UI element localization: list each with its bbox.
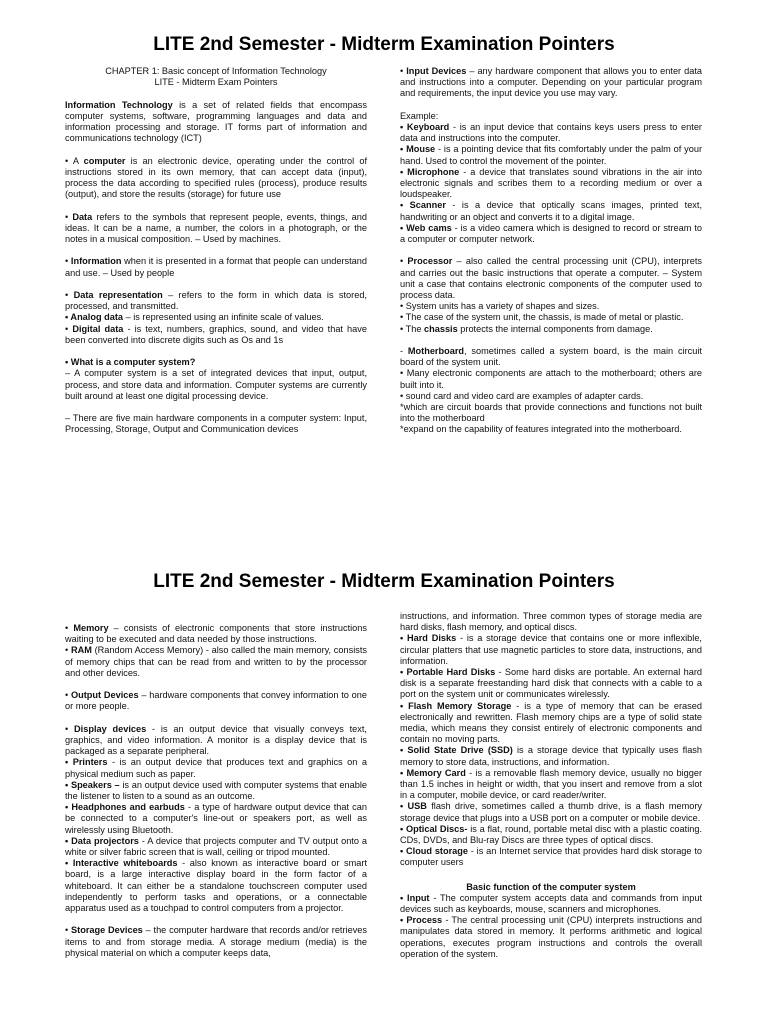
paragraph-input: • Input - The computer system accepts data and commands from input devices such as keyboards, mouse, scanners and microphones.: [400, 892, 703, 915]
paragraph-mouse: • Mouse - is a pointing device that fits comfortably under the palm of your hand. Used to control the movement of the pointer.: [400, 144, 702, 166]
chapter-heading: CHAPTER 1: Basic concept of Information Technology: [105, 66, 327, 76]
paragraph-interactive-whiteboards: • Interactive whiteboards - also known as interactive board or smart board, is a large interactive display board in the form factor of a whiteboard. It can either be a standalone touchscreen computer used independently to perform tasks and operations, or a connectable apparatus used as a touchpad to control computers from a projector.: [65, 858, 367, 914]
paragraph-keyboard: • Keyboard - is an input device that contains keys users press to enter data and instructions into the computer.: [400, 122, 702, 144]
paragraph-digital-data: • Digital data - is text, numbers, graphics, sound, and video that have been converted into discrete digits such as Os and 1s: [65, 323, 367, 345]
paragraph-chassis: • The chassis protects the internal components from damage.: [400, 323, 653, 334]
paragraph-data-representation: • Data representation – refers to the form in which data is stored, processed, and transmitted.: [65, 289, 367, 312]
paragraph-headphones: • Headphones and earbuds - a type of hardware output device that can be connected to a computer's line-out or speakers port, as well as wirelessly using Bluetooth.: [65, 802, 367, 835]
paragraph-ram: • RAM (Random Access Memory) - also called the main memory, consists of memory chips that can be read from and written to by the processor and other devices.: [65, 645, 367, 678]
paragraph-storage-continued: instructions, and information. Three common types of storage media are hard disks, flash memory, and optical discs.: [400, 611, 702, 633]
paragraph-microphone: • Microphone - a device that translates sound vibrations in the air into electronic signals and scribes them to a recording medium or over a loudspeaker.: [400, 166, 702, 200]
paragraph-usb: • USB flash drive, sometimes called a thumb drive, is a flash memory storage device that plugs into a USB port on a computer or mobile device.: [400, 801, 702, 823]
paragraph-data-projectors: • Data projectors - A device that projects computer and TV output onto a white or silver fabric screen that is wall, ceiling or tripod mounted.: [65, 835, 367, 858]
paragraph-example: Example:: [400, 110, 439, 121]
paragraph-output-devices: • Output Devices – hardware components that convey information to one or more people.: [65, 690, 368, 712]
right-column: [400, 611, 702, 960]
paragraph-input-devices: • Input Devices – any hardware component that allows you to enter data and instructions into a computer. Depending on your particular program and requirements, the input device you use may vary.: [400, 66, 702, 99]
paragraph-expand-capability: *expand on the capability of features integrated into the motherboard.: [400, 424, 682, 435]
document-page-2: [0, 548, 768, 1024]
paragraph-information: • Information when it is presented in a format that people can understand and use. – Used by people: [65, 256, 367, 278]
paragraph-speakers: • Speakers – is an output device used with computer systems that enable the listener to listen to a sound as an outcome.: [65, 779, 367, 802]
paragraph-web-cams: • Web cams - is a video camera which is designed to record or stream to a computer or computer network.: [400, 222, 702, 245]
paragraph-adapter-cards: • sound card and video card are examples of adapter cards.: [400, 390, 644, 401]
paragraph-five-components: – There are five main hardware components in a computer system: Input, Processing, Storage, Output and Communication devices: [65, 413, 367, 435]
paragraph-information-technology: Information Technology is a set of related fields that encompass computer systems, software, programming languages and data and information processing and storage. IT forms part of information and communications technology (ICT): [65, 99, 367, 144]
paragraph-motherboard-components: • Many electronic components are attach to the motherboard; others are built into it.: [400, 368, 702, 390]
paragraph-printers: • Printers - is an output device that produces text and graphics on a physical medium such as paper.: [65, 757, 367, 779]
paragraph-computer-system-question: • What is a computer system?: [65, 357, 196, 368]
paragraph-memory: • Memory – consists of electronic components that store instructions waiting to be executed and data needed by those instructions.: [65, 623, 367, 645]
page-title: LITE 2nd Semester - Midterm Examination Pointers: [153, 571, 615, 592]
right-column: [400, 66, 702, 436]
paragraph-process: • Process - The central processing unit (CPU) interprets instructions and manipulates data stored in memory. It performs arithmetic and logical operations, executes program instructions and controls the overall operation of the system.: [400, 915, 702, 959]
paragraph-scanner: • Scanner - is a device that optically scans images, printed text, handwriting or an object and converts it to a digital image.: [400, 200, 702, 222]
paragraph-cloud-storage: • Cloud storage - is an Internet service that provides hard disk storage to computer users: [400, 846, 702, 868]
chapter-subtitle: LITE - Midterm Exam Pointers: [154, 77, 278, 88]
page-title: LITE 2nd Semester - Midterm Examination Pointers: [153, 34, 615, 55]
paragraph-storage-devices: • Storage Devices – the computer hardware that records and/or retrieves items to and from storage media. A storage medium (media) is the physical material on which a computer keeps data,: [65, 925, 367, 958]
left-column: [65, 66, 367, 436]
paragraph-system-case: • The case of the system unit, the chassis, is made of metal or plastic.: [400, 312, 684, 323]
paragraph-computer: • A computer is an electronic device, operating under the control of instructions stored in its own memory, that can accept data (input), process the data according to specified rules (process), produce results (output), and store the results (storage) for future use: [65, 155, 368, 200]
paragraph-system-units: • System units has a variety of shapes and sizes.: [400, 301, 600, 312]
paragraph-optical-discs: • Optical Discs- is a flat, round, portable metal disc with a plastic coating. CDs, DVDs, and Blu-ray Discs are three types of optical discs.: [400, 823, 703, 846]
paragraph-memory-card: • Memory Card - is a removable flash memory device, usually no bigger than 1.5 inches in height or width, that you insert and remove from a slot in a computer, mobile device, or card reader/writer.: [400, 767, 703, 801]
paragraph-circuit-boards: *which are circuit boards that provide connections and functions not built into the motherboard: [400, 402, 702, 424]
paragraph-computer-system: – A computer system is a set of integrated devices that input, output, process, and store data and information. Computer systems are currently built around at least one digital processing device.: [65, 368, 367, 401]
paragraph-motherboard: - Motherboard, sometimes called a system board, is the main circuit board of the system unit.: [400, 346, 702, 368]
paragraph-display-devices: • Display devices - is an output device that visually conveys text, graphics, and video information. A monitor is a display device that is packaged as a separate peripheral.: [65, 723, 367, 757]
paragraph-analog-data: • Analog data – is represented using an infinite scale of values.: [65, 312, 324, 323]
paragraph-processor: • Processor – also called the central processing unit (CPU), interprets and carries out the basic instructions that operate a computer. – System unit a case that contains electronic components of the computer used to process data.: [400, 256, 702, 301]
paragraph-portable-hard-disks: • Portable Hard Disks - Some hard disks are portable. An external hard disk is a separate freestanding hard disk that connects with a cable to a port on the system unit or communicates wirelessly.: [400, 667, 702, 700]
paragraph-data: • Data refers to the symbols that represent people, events, things, and ideas. It can be a name, a number, the colors in a photograph, or the notes in a musical composition. – Used by machines.: [65, 211, 367, 244]
left-column: [65, 623, 367, 959]
paragraph-flash-memory: • Flash Memory Storage - is a type of memory that can be erased electronically and rewritten. Flash memory chips are a type of solid state media, which means they consist entirely of electronic components and contain no moving parts.: [400, 700, 702, 745]
paragraph-ssd: • Solid State Drive (SSD) is a storage device that typically uses flash memory to store data, instructions, and information.: [400, 745, 703, 767]
paragraph-hard-disks: • Hard Disks - is a storage device that contains one or more inflexible, circular platters that use magnetic particles to store data, instructions, and information.: [400, 633, 702, 666]
section-heading-basic-function: Basic function of the computer system: [466, 881, 636, 892]
